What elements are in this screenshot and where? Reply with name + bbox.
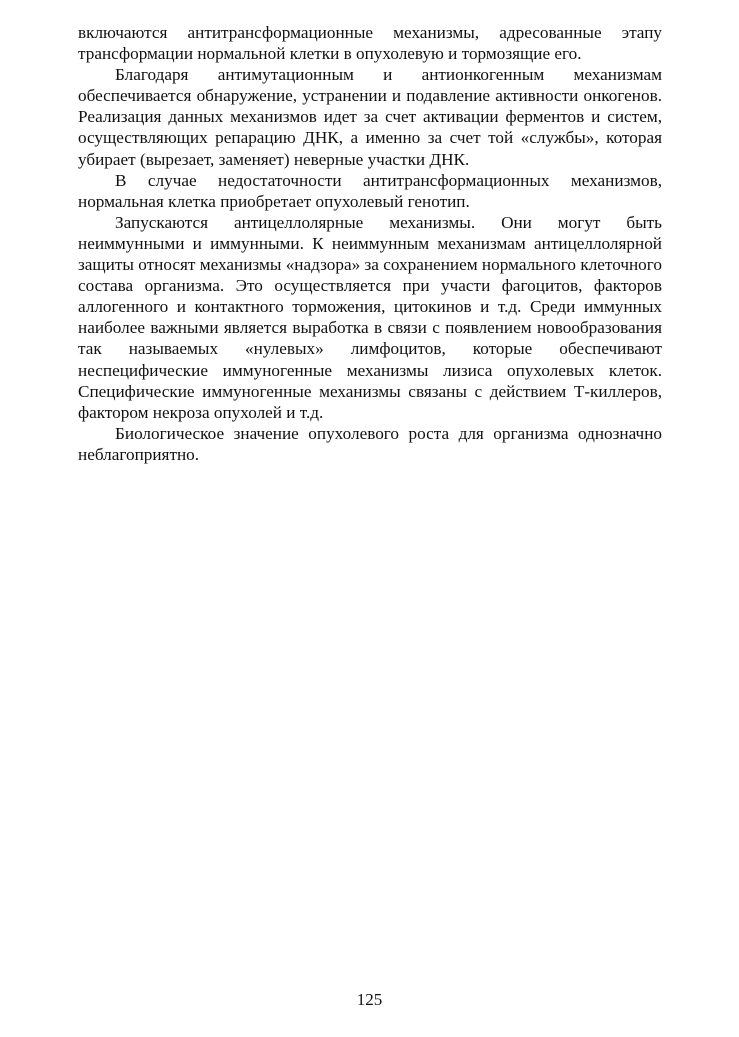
paragraph-3: В случае недостаточности антитрансформационных механизмов, нормальная клетка приобретает опухолевый генотип.: [78, 170, 662, 211]
paragraph-2: Благодаря антимутационным и антионкогенным механизмам обеспечивается обнаружение, устранении и подавление активности онкогенов. Реализация данных механизмов идет за счет активации ферментов и систем, осуществляющих репарацию ДНК, а именно за счет той «службы», которая убирает (вырезает, заменяет) неверные участки ДНК.: [78, 65, 662, 169]
page-body: [78, 22, 662, 465]
page-number: 125: [356, 990, 383, 1009]
paragraph-4: Запускаются антицеллолярные механизмы. Они могут быть неиммунными и иммунными. К неиммунным механизмам антицеллолярной защиты относят механизмы «надзора» за сохранением нормального клеточного состава организма. Это осуществляется при участи фагоцитов, факторов аллогенного и контактного торможения, цитокинов и т.д. Среди иммунных наиболее важными является выработка в связи с появлением новообразования так называемых «нулевых» лимфоцитов, которые обеспечивают неспецифические иммуногенные механизмы лизиса опухолевых клеток. Специфические иммуногенные механизмы связаны с действием Т-киллеров, фактором некроза опухолей и т.д.: [78, 212, 662, 422]
paragraph-5: Биологическое значение опухолевого роста для организма однозначно неблагоприятно.: [78, 423, 662, 464]
paragraph-1: включаются антитрансформационные механизмы, адресованные этапу трансформации нормальной клетки в опухолевую и тормозящие его.: [78, 23, 662, 64]
